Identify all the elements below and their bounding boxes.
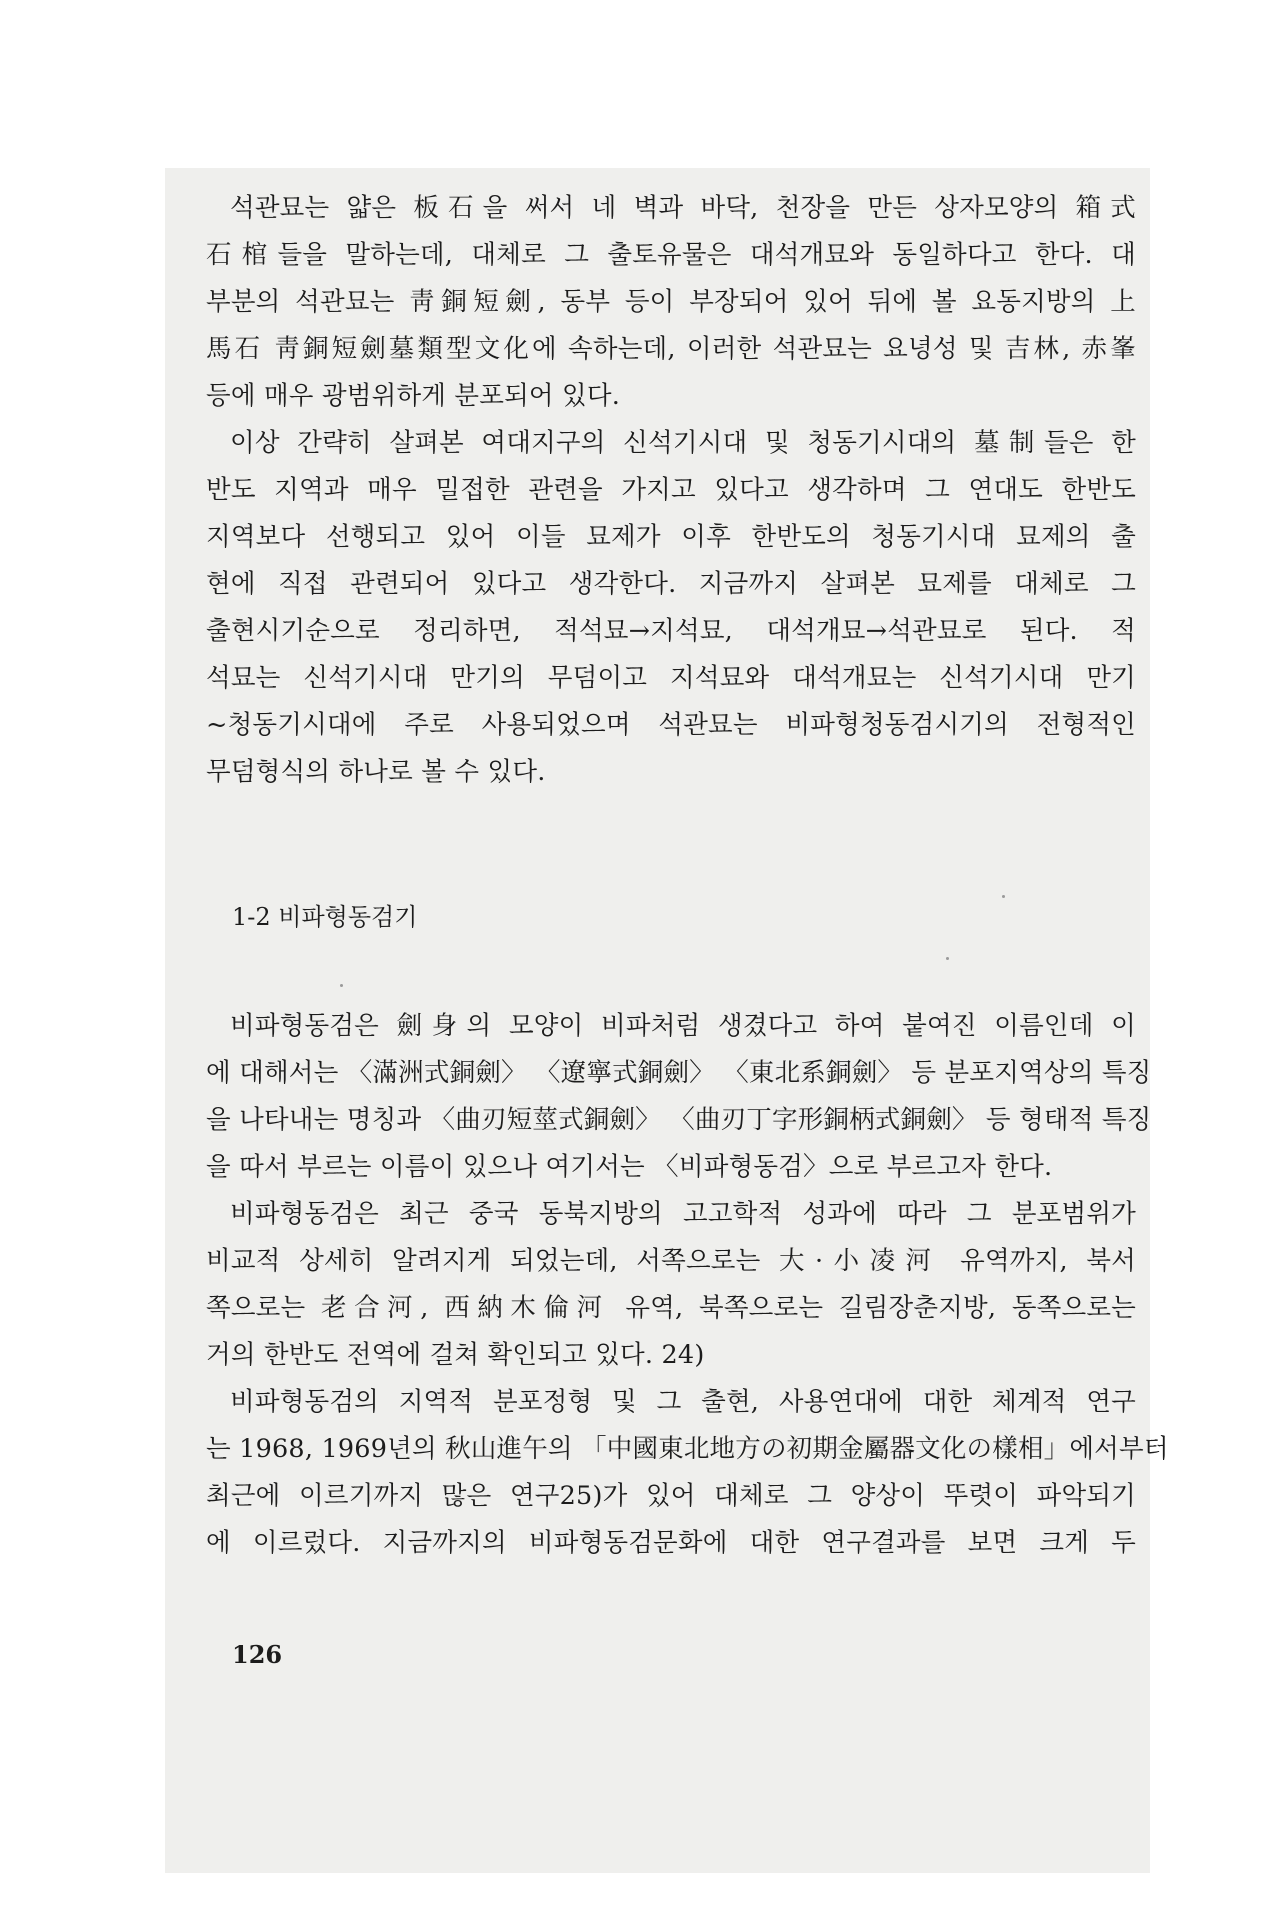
speck [1002,895,1005,898]
text-line: ~청동기시대에 주로 사용되었으며 석관묘는 비파형청동검시기의 전형적인 [206,710,1136,740]
text-line: 비교적 상세히 알려지게 되었는데, 서쪽으로는 大·小凌河 유역까지, 북서 [206,1246,1136,1276]
text-line: 거의 한반도 전역에 걸쳐 확인되고 있다. 24) [206,1340,705,1370]
paragraph-4 [206,1191,1136,1379]
text-line: 비파형동검은 劍身의 모양이 비파처럼 생겼다고 하여 붙여진 이름인데 이 [230,1011,1136,1041]
text-line: 반도 지역과 매우 밀접한 관련을 가지고 있다고 생각하며 그 연대도 한반도 [206,475,1136,505]
speck [340,984,343,987]
text-line: 비파형동검의 지역적 분포정형 및 그 출현, 사용연대에 대한 체계적 연구 [230,1387,1136,1417]
text-line: 비파형동검은 최근 중국 동북지방의 고고학적 성과에 따라 그 분포범위가 [230,1199,1136,1229]
text-line: 쪽으로는 老合河, 西納木倫河 유역, 북쪽으로는 길림장춘지방, 동쪽으로는 [206,1293,1136,1323]
text-line: 무덤형식의 하나로 볼 수 있다. [206,757,546,787]
text-line: 최근에 이르기까지 많은 연구25)가 있어 대체로 그 양상이 뚜렷이 파악되기 [206,1481,1136,1511]
section-heading: 1-2 비파형동검기 [232,903,418,931]
text-line: 석관묘는 얇은 板石을 써서 네 벽과 바닥, 천장을 만든 상자모양의 箱式 [230,193,1136,223]
text-line: 에 대해서는 〈滿洲式銅劍〉 〈遼寧式銅劍〉 〈東北系銅劍〉 등 분포지역상의 특징 [206,1058,1152,1088]
paragraph-5 [206,1379,1169,1567]
text-line: 석묘는 신석기시대 만기의 무덤이고 지석묘와 대석개묘는 신석기시대 만기 [206,663,1136,693]
paragraph-2 [206,420,1136,796]
paragraph-3 [206,1003,1152,1191]
text-line: 등에 매우 광범위하게 분포되어 있다. [206,381,621,411]
text-line: 石棺들을 말하는데, 대체로 그 출토유물은 대석개묘와 동일하다고 한다. 대 [206,240,1136,270]
text-line: 부분의 석관묘는 靑銅短劍, 동부 등이 부장되어 있어 뒤에 볼 요동지방의 上 [206,287,1136,317]
text-line: 이상 간략히 살펴본 여대지구의 신석기시대 및 청동기시대의 墓制들은 한 [230,428,1136,458]
speck [946,957,949,960]
text-line: 출현시기순으로 정리하면, 적석묘→지석묘, 대석개묘→석관묘로 된다. 적 [206,616,1136,646]
text-line: 는 1968, 1969년의 秋山進午의 「中國東北地方の初期金屬器文化の樣相」에서부터 [206,1434,1169,1464]
text-line: 에 이르렀다. 지금까지의 비파형동검문화에 대한 연구결과를 보면 크게 두 [206,1528,1136,1558]
paragraph-1 [206,185,1136,420]
text-line: 현에 직접 관련되어 있다고 생각한다. 지금까지 살펴본 묘제를 대체로 그 [206,569,1136,599]
text-line: 을 따서 부르는 이름이 있으나 여기서는 〈비파형동검〉으로 부르고자 한다. [206,1152,1053,1182]
text-line: 을 나타내는 명칭과 〈曲刃短莖式銅劍〉 〈曲刃丁字形銅柄式銅劍〉 등 형태적 특징 [206,1105,1152,1135]
text-line: 馬石 靑銅短劍墓類型文化에 속하는데, 이러한 석관묘는 요녕성 및 吉林, 赤峯 [206,334,1136,364]
text-line: 지역보다 선행되고 있어 이들 묘제가 이후 한반도의 청동기시대 묘제의 출 [206,522,1136,552]
page-number: 126 [232,1640,283,1669]
